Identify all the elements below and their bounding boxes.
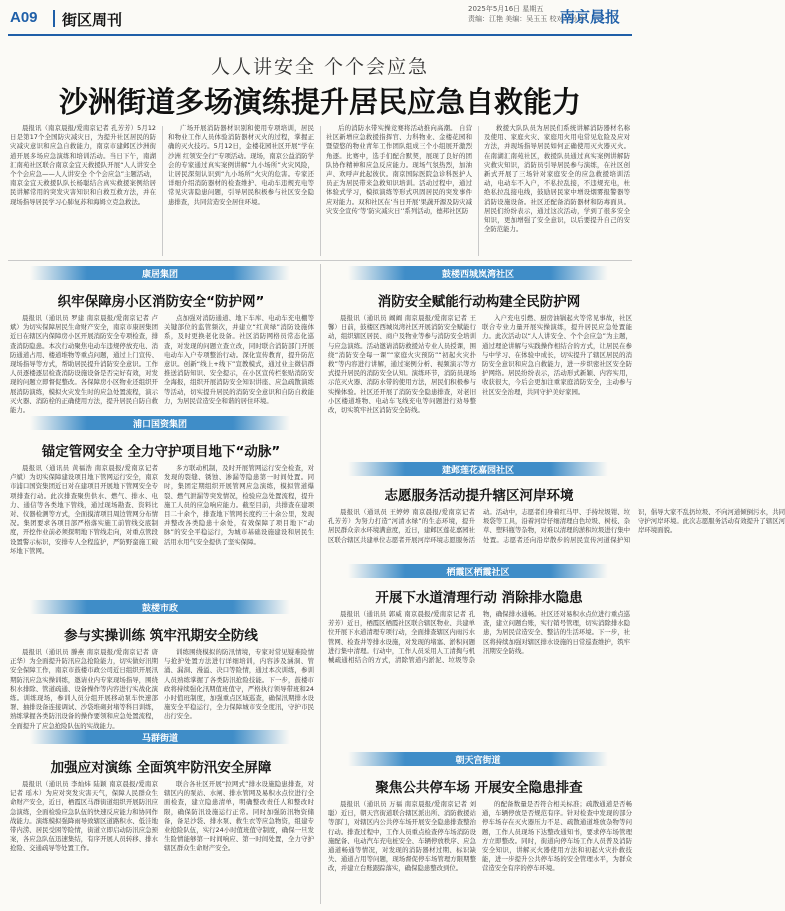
- article-text: 晨报讯（通讯员 黄福浩 南京晨报/爱南京记者 卢斌）为切实保障建设项目地下管网运行安全，南京市浦口国资集团近日对在建项目开展地下管网安全专项排查行动。此次排查聚焦供水、燃气、排水、电力、通信等各类地下管线，通过现场勘查、资料比对、仪器检测等方式，全面摸清项目周边管网分布情况。集团要求各项目部严格落实施工前管线交底制度，开挖作业前必须探明地下管线走向，对重点管段设置警示标识，安排专人全程监护，严防野蛮施工破坏地下管网。: [10, 464, 158, 555]
- article-text: 晨报讯（通讯员 滕燕 南京晨报/爱南京记者 唐正华）为全面提升防汛应急抢险能力，切实做好汛期安全保障工作，南京市鼓楼市政公司近日组织开展汛期防汛应急实操训练，邀请业内专家现场指导，围绕积水排除、管道疏通、设备操作等内容进行实战化演练。训练现场，参训人员分组开展移动泵车快速部署、抽排设备连接调试、沙袋堆砌封堵等科目训练，熟练掌握各类防汛设备的操作要领和应急处置流程，全面提升了应急抢险队伍的实战能力。: [10, 648, 158, 730]
- date-line: 2025年5月16日 星期五: [468, 5, 544, 13]
- article-column: [164, 464, 314, 574]
- header-divider: [53, 10, 55, 27]
- lead-text: 晨报讯（南京晨报/爱南京记者 孔芳芳）5月12日是第17个全国防灾减灾日，为提升社区居民的防灾减灾意识和应急自救能力，南京市建邺区沙洲街道开展多场应急演练和培训活动。当日下午，南湖汇南苑社区联合南京金宜天救援队开展“人人讲安全 个个会应急——人人讲安全 个个会应急”主题活动，南京金宜天救援队队长杨聪结合真实救援案例给居民讲解常用的突发灾害知识和自救互救方法，并在现场指导居民学习心肺复苏和海姆立克急救法。: [10, 124, 156, 206]
- article-column: [328, 314, 476, 450]
- article-column: [328, 508, 785, 554]
- banner-chaotiangong: 朝天宫街道: [348, 752, 608, 766]
- article-column: [10, 464, 158, 574]
- lead-column: [326, 124, 472, 258]
- page-header: [0, 0, 640, 44]
- article-title: 聚焦公共停车场 开展安全隐患排查: [375, 780, 583, 796]
- lead-column: [484, 124, 630, 258]
- article-column: [164, 780, 314, 904]
- article-text: 晨报讯（通讯员 罗建 南京晨报/爱南京记者 卢斌）为切实保障居民生命财产安全，南京市康居集团近日在辖区内保障房小区开展消防安全专项检查，排查消防隐患。本次行动聚焦电动车违规停放充电、消防通道占用、楼道堆物等重点问题，通过上门宣传、现场指导等方式，帮助居民提升消防安全意识。工作人员逐楼逐层检查消防设施设备是否完好有效，对发现的问题立即督促整改。各保障房小区物业还组织开展消防演练，模拟火灾发生时的应急处置流程，演示灭火器、消防栓的正确使用方法，提升居民自防自救能力。: [10, 314, 158, 415]
- center-divider: [320, 264, 321, 904]
- section-name: 街区周刊: [62, 11, 123, 29]
- article-text: 晨报讯（通讯员 郭威 南京晨报/爱南京记者 孔芳芳）近日，栖霞区栖霞社区联合辖区物业、共建单位开展下水道清理专项行动，全面排查辖区内雨污水管网、检查井等排水设施，对发现的堵塞、淤积问题进行集中清理。行动中，工作人员采用人工清掏与机械疏通相结合的方式，清除管道内淤泥、垃圾等杂物，确保排水通畅。社区还对易积水点位进行重点巡查，建立问题台账，实行销号管理，切实消除排水隐患，为居民营造安全、整洁的生活环境。下一步，社区将持续加强对辖区排水设施的日常巡查维护，筑牢汛期安全防线。: [328, 610, 630, 665]
- banner-kangju: 康居集团: [30, 266, 290, 280]
- lead-column: [10, 124, 156, 258]
- column-divider: [320, 126, 321, 256]
- article-column: [10, 780, 158, 904]
- column-divider: [478, 126, 479, 256]
- article-text: 晨报讯（通讯员 阚阚 南京晨报/爱南京记者 王馨）日前，鼓楼区西城岚湾社区开展消防安全赋能行动，组织辖区居民、商户及物业等参与消防安全培训与应急演练。活动邀请消防救援站专业人员授课，围绕“消防安全每一课”“家庭火灾预防”“初起火灾扑救”等内容进行讲解，通过案例分析、视频演示等方式提升居民的消防安全认知。演练环节，消防员现场示范灭火器、消防水带的使用方法，居民们积极参与实操体验。社区还开展了消防安全隐患排查，对老旧小区楼道堆物、电动车飞线充电等问题进行劝导整改，切实筑牢社区消防安全防线。: [328, 314, 476, 415]
- article-text: 入户充电引燃、厨房油锅起火等常见事故，社区联合专业力量开展实操演练，提升居民应急处置能力。此次活动以“人人讲安全、个个会应急”为主题，通过理论讲解与实践操作相结合的方式，让居民在参与中学习、在体验中成长，切实提升了辖区居民的消防安全意识和应急自救能力，进一步织密社区安全防护网络。居民纷纷表示，活动形式新颖、内容实用，收获很大，今后会更加注重家庭消防安全，主动参与社区安全治理，共同守护美好家园。: [482, 314, 632, 396]
- banner-qixia: 栖霞区栖霞社区: [348, 564, 608, 578]
- article-column: [10, 648, 158, 730]
- article-text: 晨报讯（通讯员 李灿炜 陆颖 南京晨报/爱南京记者 瑶木）为应对突发灾害天气，保障人民群众生命财产安全，近日，栖霞区马群街道组织开展防汛应急演练，全面检验应急队伍的快速反应能力和协同作战能力。演练模拟强降雨导致辖区道路积水、低洼地带内涝、居民受困等险情，街道立即启动防汛应急预案，各应急队伍迅速集结，有序开展人员转移、排水抢险、交通疏导等处置工作。: [10, 780, 158, 853]
- article-title: 参与实操训练 筑牢汛期安全防线: [64, 628, 258, 644]
- article-title: 志愿服务活动提升辖区河岸环境: [384, 488, 574, 504]
- article-column: [164, 314, 314, 414]
- editor-line: 责编：江艳 美编：吴玉玉 校对：孙峥: [468, 15, 585, 23]
- article-title: 加强应对演练 全面筑牢防汛安全屏障: [50, 760, 272, 776]
- article-title: 开展下水道清理行动 消除排水隐患: [375, 590, 583, 606]
- article-text: 晨报讯（通讯员 万福 南京晨报/爱南京记者 刘聪）近日，朝天宫街道联合辖区派出所、消防救援站等部门，对辖区内公共停车场开展安全隐患排查整治行动。排查过程中，工作人员重点检查停车场消防设施配备、电动汽车充电桩安全、车辆停放秩序、应急通道畅通等情况，对发现的消防器材过期、标识缺失、通道占用等问题，现场督促停车场管理方限期整改，并建立台账跟踪落实，确保隐患整改到位。: [328, 800, 476, 873]
- header-rule: [8, 34, 632, 36]
- article-text: 训练围绕模拟的防汛情境，专家对常见疑难险情与抢护处置方法进行详细培训，内容涉及涵洞、管涌、漏洞、漫溢、决口等险情，通过本次训练，参训人员熟练掌握了各类防汛抢险技能。下一步，鼓楼市政将持续强化汛期值班值守，严格执行领导带班和24小时值班制度，加强重点区域巡查，确保汛期排水设施安全平稳运行，全力保障城市安全度汛，守护市民出行安全。: [164, 648, 314, 721]
- banner-maqun: 马群街道: [30, 730, 290, 744]
- article-text: 联合各社区开展“拉网式”排水设施隐患排查，对辖区内的泵站、水闸、排水管网及易积水点位进行全面检查，建立隐患清单，明确整改责任人和整改时限，确保防汛设施运行正常。同时加强防汛物资储备，备足沙袋、排水泵、救生衣等应急物资，组建专业抢险队伍，实行24小时值班值守制度，确保一旦发生险情能够第一时间响应、第一时间处置，全力守护辖区群众生命财产安全。: [164, 780, 314, 853]
- page-number: A09: [10, 9, 38, 26]
- article-title: 消防安全赋能行动构建全民防护网: [377, 294, 581, 310]
- article-text: 点加强对消防通道、地下车库、电动车充电棚等关键部位的监管频次，并建立“红黄绿”消防设施体系，及时更换老化设备。社区消防网格员常态化巡查，对发现的问题立查立改，同时联合消防部门开展电动车入户专项整治行动。深化宣传教育，提升防范意识。创新“线上+线下”宣教模式，通过业主微信群推送消防知识、安全提示，在小区宣传栏张贴消防安全海报，组织开展消防安全知识讲座、应急疏散演练等活动，切实提升居民的消防安全意识和自防自救能力，为居民营造安全和谐的居住环境。: [164, 314, 314, 405]
- article-column: [482, 314, 632, 450]
- lead-text: 救援大队队员为居民们系统讲解消防器材名称及使用、家庭火灾、家庭用火用电常见危险及应对方法，并现场指导居民如何正确使用灭火器灭火。在南湖汇南苑社区，救援队员通过真实案例讲解防灾救灾知识，消防员引导居民参与演练，在社区创新式开展了三场针对家庭安全的应急救援培训活动，电动车不入户，不私拉乱接，不违规充电，杜绝私拉乱接电线，鼓励居民家中增设烟雾报警器等消防设施设备。社区还配备消防器材和防毒面具。居民们纷纷表示，通过这次活动，学到了很多安全知识，更加增强了安全意识，以后要提升自己的安全防范能力。: [484, 124, 630, 234]
- lead-text: 后的消防水带实操竞赛将活动推向高潮。 自营社区新增应急救援指挥官、力科物业、金楼花园和暨望悠的物业青年工作团队组成三个小组展开激烈角逐。比赛中，选手们配合默契，展现了良好的团队协作精神和应急反应能力。现场气氛热烈，加油声、欢呼声此起彼伏。南京国际医院急诊科医护人员正为居民带来急救知识培训。活动过程中，通过体验式学习，模拟演练等形式巩固居民的突发事件应对能力。双和社区在‘当日开展’果蔬开源及防灾减灾安全宣传‘等’防灾减灾日‘’系列活动，德邦社区防: [326, 124, 472, 215]
- article-column: [328, 610, 630, 740]
- banner-gulou-shizheng: 鼓楼市政: [30, 600, 290, 614]
- article-column: [482, 800, 632, 904]
- banner-lianhua: 建邺莲花嘉园社区: [348, 462, 608, 476]
- article-column: [164, 648, 314, 721]
- article-title: 织牢保障房小区消防安全“防护网”: [57, 294, 265, 310]
- article-title: 锚定管网安全 全力守护项目地下“动脉”: [41, 444, 281, 460]
- lead-headline: 沙洲街道多场演练提升居民应急自救能力: [58, 85, 581, 119]
- brand-logo: 南京晨报: [560, 8, 621, 26]
- article-text: 多方联动机制，及时开展管网运行安全检查，对发现的裂缝、锈蚀、渗漏等隐患第一时间处置。同时，集团定期组织开展管网应急演练，模拟管道爆裂、燃气泄漏等突发情况，检验应急处置流程，提升施工人员的应急响应能力。截至目前，共排查在建项目二十余个，排查地下管网长度约三十余公里，发现并整改各类隐患十余处，有效保障了项目地下“动脉”的安全平稳运行，为城市基础设施建设和居民生活用水用气安全提供了坚实保障。: [164, 464, 314, 546]
- lead-column: [168, 124, 314, 258]
- banner-pukou: 浦口国资集团: [30, 416, 290, 430]
- article-text: 晨报讯（通讯员 王婷婷 南京晨报/爱南京记者 孔芳芳）为努力打造“河清水绿”的生态环境，提升居民群众亲水环境满意度，近日，建邺区莲花嘉园社区联合辖区共建单位志愿者开展河岸环境志愿服务活动。活动中，志愿者们身着红马甲、手持垃圾钳、垃圾袋等工具，沿着河岸仔细清理白色垃圾、树枝、杂草、塑料瓶等杂物，对难以清理的淤积垃圾进行集中处置。志愿者还向沿岸散步的居民宣传河道保护知识，倡导大家不乱扔垃圾、不向河道倾倒污水，共同守护河岸环境。此次志愿服务活动有效提升了辖区河岸环境面貌。: [328, 508, 785, 544]
- article-text: 的配备数量是否符合相关标准；疏散通道是否畅通，车辆停放是否规范有序。针对检查中发现的部分停车场存在灭火器压力不足、疏散通道堆放杂物等问题，工作人员现场下达整改通知书，要求停车场管理方立即整改。同时，街道向停车场工作人员普及消防安全知识，讲解灭火器使用方法和初起火灾扑救技能，进一步提升公共停车场的安全管理水平，为群众营造安全有序的停车环境。: [482, 800, 632, 873]
- lead-text: 广场开展消防器材识别和使用专项培训，居民和物业工作人员体验消防器材灭火的过程，掌握正确的灭火技巧。5月12日，金楼花园社区开展“学在沙洲 红领安全行”专项活动。现场，南京公益消防学会的专家通过真实案例讲解“九小场所”火灾风险，让居民深刻认识到“九小场所”火灾的危害。专家还详细介绍消防器材的检查维护、电动车违规充电等常见灾害隐患问题，引导居民积极参与社区安全隐患排查，共同营造安全居住环境。: [168, 124, 314, 206]
- lead-kicker: 人人讲安全 个个会应急: [210, 56, 430, 78]
- banner-xicheng: 鼓楼西城岚湾社区: [348, 266, 608, 280]
- section-rule: [8, 260, 632, 261]
- article-column: [328, 800, 476, 904]
- column-divider: [162, 126, 163, 256]
- article-column: [10, 314, 158, 414]
